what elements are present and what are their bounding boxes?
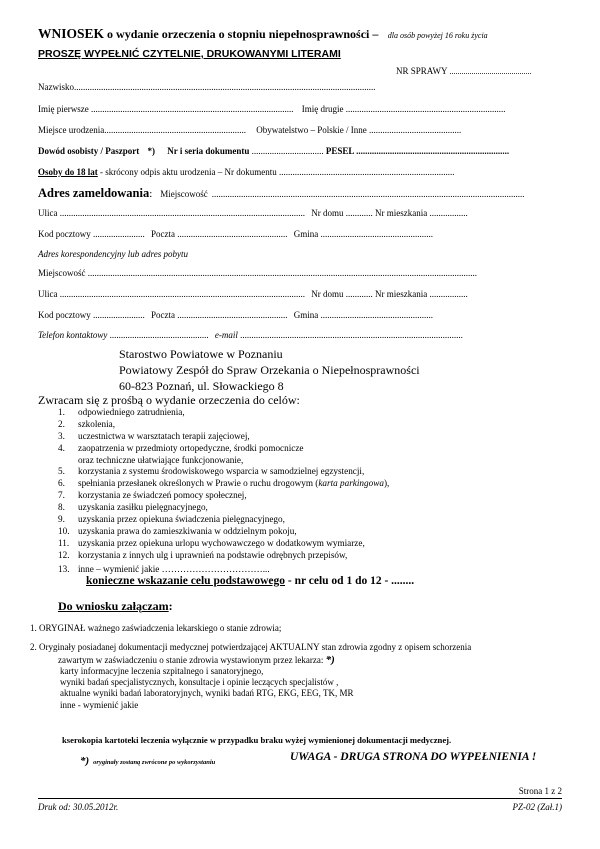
purpose-number: 10. [58, 525, 70, 536]
purpose-item [58, 407, 538, 419]
purpose-text: zaopatrzenia w przedmioty ortopedyczne, środki pomocnicze [78, 442, 304, 453]
ulica-field[interactable]: ............................................................................................................. [59, 208, 305, 218]
purpose-number: 7. [58, 490, 65, 501]
form-title-note: dla osób powyżej 16 roku życia [387, 31, 488, 40]
attachment-2-line2 [58, 654, 335, 666]
nr-sprawy [396, 66, 531, 76]
nr-seria-field[interactable]: ................................ [251, 146, 324, 156]
attachment-1: 1. ORYGINAŁ ważnego zaświadczenia lekarskiego o stanie zdrowia; [30, 623, 282, 633]
gmina2-label: Gmina [293, 310, 319, 320]
recipient-line2: Powiatowy Zespół do Spraw Orzekania o Niepełnosprawności [119, 363, 420, 377]
miejscowosc2-field[interactable]: ............................................................................................................................................................................. [87, 268, 477, 278]
purpose-text: korzystania z innych ulg i uprawnień na podstawie odrębnych przepisów, [78, 549, 348, 560]
osoby-18-rest: - skrócony odpis aktu urodzenia – Nr dokumentu [97, 167, 277, 177]
dowod-star: *) [147, 146, 156, 156]
attachment-sublist [60, 666, 353, 711]
pesel-label: PESEL [325, 146, 354, 156]
recipient-line1: Starostwo Powiatowe w Poznaniu [119, 347, 283, 361]
oryginaly-text: oryginały zostaną zwrócone po wykorzystaniu [93, 759, 216, 766]
ulica-label: Ulica [38, 208, 58, 218]
nr-domu2-field[interactable]: ............ [345, 289, 373, 299]
purpose-number: 4. [58, 442, 65, 453]
purpose-number: 9. [58, 514, 65, 525]
purpose-number: 2. [58, 418, 65, 429]
row-adres-zameldowania [38, 184, 525, 202]
row-miejsce-urodzenia [38, 125, 461, 135]
purpose-number: 11. [58, 537, 70, 548]
purpose-text: uczestnictwa w warsztatach terapii zajęciowej, [78, 430, 250, 441]
attachment-sub3: aktualne wyniki badań laboratoryjnych, wyniki badań RTG, EKG, EEG, TK, MR [60, 688, 354, 699]
purpose-text: uzyskania zasiłku pielęgnacyjnego, [78, 502, 208, 513]
attachment-2-text: zawartym w zaświadczeniu o stanie zdrowia wystawionym przez lekarza: [58, 655, 324, 665]
imie-pierwsze-label: Imię pierwsze [38, 104, 89, 114]
purpose-item [58, 478, 538, 490]
email-label: e-mail [214, 330, 238, 340]
ulica2-label: Ulica [38, 289, 58, 299]
telefon-label: Telefon kontaktowy [38, 330, 108, 340]
purpose-number: 1. [58, 407, 65, 417]
uwaga-note: UWAGA - DRUGA STRONA DO WYPEŁNIENIA ! [290, 751, 537, 763]
row-kod2 [38, 310, 433, 320]
nr-mieszkania2-label: Nr mieszkania [375, 289, 428, 299]
email-field[interactable]: ................................................................................................... [240, 330, 463, 340]
miejsce-urodzenia-field[interactable]: ............................................................... [104, 125, 246, 135]
purpose-item [58, 455, 538, 467]
recipient-line3: 60-823 Poznań, ul. Słowackiego 8 [119, 379, 284, 393]
row-telefon [38, 330, 463, 340]
purpose-text: uzyskania przez opiekuna świadczenia pielęgnacyjnego, [78, 514, 285, 525]
nr-domu-field[interactable]: ............ [345, 208, 373, 218]
purpose-text: szkolenia, [78, 418, 115, 429]
gmina-label: Gmina [293, 229, 319, 239]
footer-divider [38, 798, 562, 799]
nr-sprawy-field[interactable]: ......................................... [449, 67, 532, 76]
oryginaly-note [80, 751, 215, 769]
attachment-sub2: wyniki badań specjalistycznych, konsultacje i opinie leczących specjalistów , [60, 677, 339, 688]
row-nazwisko [38, 82, 376, 92]
imie-pierwsze-field[interactable]: .......................................................................................... [90, 104, 294, 114]
purpose-text: uzyskania przez opiekuna urlopu wychowawczego w dodatkowym wymiarze, [78, 537, 365, 548]
purpose-item [58, 431, 538, 443]
purpose-text: uzyskania prawa do zamieszkiwania w oddzielnym pokoju, [78, 525, 297, 536]
obywatelstwo-label: Obywatelstwo – Polskie / Inne [256, 125, 367, 135]
purpose-item [58, 502, 538, 514]
row-osoby-18 [38, 167, 454, 177]
purpose-item [58, 490, 538, 502]
attachment-2-line1: 2. Oryginały posiadanej dokumentacji medycznej potwierdzającej AKTUALNY stan zdrowia zgodny z opisem schorzenia [30, 642, 472, 652]
poczta-field[interactable]: ................................................. [177, 229, 288, 239]
row-miejscowosc2 [38, 268, 477, 278]
konieczne-underlined: konieczne wskazanie celu podstawowego [86, 575, 286, 587]
form-title [38, 26, 488, 42]
attachment-sub4: inne - wymienić jakie [60, 699, 139, 710]
attachment-sub1: karty informacyjne leczenia szpitalnego i sanatoryjnego, [60, 666, 264, 676]
adres-zam-heading: Adres zameldowania [38, 186, 150, 200]
purpose-number: 13. [58, 563, 70, 574]
purpose-number: 5. [58, 466, 65, 477]
purpose-item [58, 466, 538, 478]
gmina-field[interactable]: .................................................. [320, 229, 433, 239]
poczta-label: Poczta [151, 229, 175, 239]
imie-drugie-label: Imię drugie [301, 104, 344, 114]
purpose-text: korzystania z systemu środowiskowego wsparcia w samodzielnej egzystencji, [78, 466, 365, 477]
purpose-item [58, 550, 538, 562]
nr-domu2-label: Nr domu [311, 289, 344, 299]
print-date: Druk od: 30.05.2012r. [38, 802, 119, 812]
kod2-field[interactable]: ....................... [93, 310, 145, 320]
row-ulica2 [38, 289, 468, 299]
row-imie [38, 104, 505, 114]
purpose-text: korzystania ze świadczeń pomocy społecznej, [78, 490, 247, 501]
nr-mieszkania-field[interactable]: ................. [429, 208, 468, 218]
miejscowosc2-label: Miejscowość [38, 268, 86, 278]
purpose-item [58, 564, 538, 576]
ulica2-field[interactable]: ............................................................................................................. [59, 289, 305, 299]
purpose-item [58, 526, 538, 538]
purpose-item [58, 538, 538, 550]
purpose-item [58, 419, 538, 431]
purposes-list [58, 407, 538, 575]
purpose-text: inne – wymienić jakie ……………………………... [78, 563, 270, 574]
miejscowosc-label: Miejscowość [160, 189, 208, 199]
row-ulica [38, 208, 468, 218]
nr-mieszkania2-field[interactable]: ................. [429, 289, 468, 299]
obywatelstwo-field[interactable]: ......................................... [368, 125, 462, 135]
recipient-block [119, 346, 420, 394]
purposes-intro: Zwracam się z prośbą o wydanie orzeczenia do celów: [38, 393, 300, 407]
purpose-number: 8. [58, 502, 65, 513]
purpose-item [58, 443, 538, 455]
nr-seria-label: Nr i seria dokumentu [167, 146, 250, 156]
instruction: PROSZĘ WYPEŁNIĆ CZYTELNIE, DRUKOWANYMI LITERAMI [38, 48, 341, 60]
poczta2-field[interactable]: ................................................. [177, 310, 288, 320]
dowod-label: Dowód osobisty / Paszport [38, 146, 140, 156]
purpose-number: 12. [58, 549, 70, 560]
attachments-colon: : [168, 599, 173, 613]
osoby-18-field[interactable]: .............................................................................. [278, 167, 455, 177]
purpose-text: spełniania przesłanek określonych w Prawie o ruchu drogowym (karta parkingowa), [78, 478, 390, 489]
nr-domu-label: Nr domu [311, 208, 344, 218]
kserokopia-note: kserokopia kartoteki leczenia wyłącznie w przypadku braku wyżej wymienionej dokumentacji medycznej. [62, 735, 452, 745]
poczta2-label: Poczta [151, 310, 175, 320]
nr-sprawy-label: NR SPRAWY [396, 66, 448, 76]
osoby-18-label: Osoby do 18 lat [38, 167, 98, 177]
purpose-number: 3. [58, 430, 65, 441]
row-kod [38, 229, 433, 239]
form-code: PZ-02 (Zał.1) [512, 802, 562, 812]
attachment-2-star: *) [325, 654, 335, 666]
kod2-label: Kod pocztowy [38, 310, 91, 320]
attachments-title: Do wniosku załączam [58, 599, 169, 613]
nr-mieszkania-label: Nr mieszkania [375, 208, 428, 218]
nazwisko-label: Nazwisko [38, 82, 74, 92]
pesel-field[interactable]: .................................................................... [356, 146, 510, 156]
kod-field[interactable]: ....................... [93, 229, 145, 239]
oryginaly-star: *) [80, 755, 90, 767]
nazwisko-field[interactable]: ...................................................................................................................................... [74, 82, 376, 92]
purpose-text: odpowiedniego zatrudnienia, [78, 407, 185, 417]
gmina2-field[interactable]: .................................................. [320, 310, 433, 320]
purpose-item [58, 514, 538, 526]
form-title-bold: WNIOSEK [38, 26, 105, 41]
adres-koresp-heading: Adres korespondencyjny lub adres pobytu [38, 249, 188, 259]
purpose-number: 6. [58, 478, 65, 489]
konieczne-rest: - nr celu od 1 do 12 - ........ [285, 575, 415, 587]
miejsce-urodzenia-label: Miejsce urodzenia [38, 125, 105, 135]
telefon-field[interactable]: ............................................ [109, 330, 209, 340]
page-number: Strona 1 z 2 [518, 786, 562, 796]
form-title-rest: o wydanie orzeczenia o stopniu niepełnosprawności – [104, 27, 379, 41]
attachments-heading [58, 599, 173, 614]
miejscowosc-field[interactable]: ........................................................................................................................................... [211, 189, 525, 199]
imie-drugie-field[interactable]: ....................................................................... [345, 104, 506, 114]
kod-label: Kod pocztowy [38, 229, 91, 239]
row-dowod [38, 146, 509, 156]
purpose-text: oraz techniczne ułatwiające funkcjonowanie, [78, 454, 244, 465]
konieczne-note [86, 575, 414, 587]
adres-zam-colon: : [149, 188, 153, 200]
